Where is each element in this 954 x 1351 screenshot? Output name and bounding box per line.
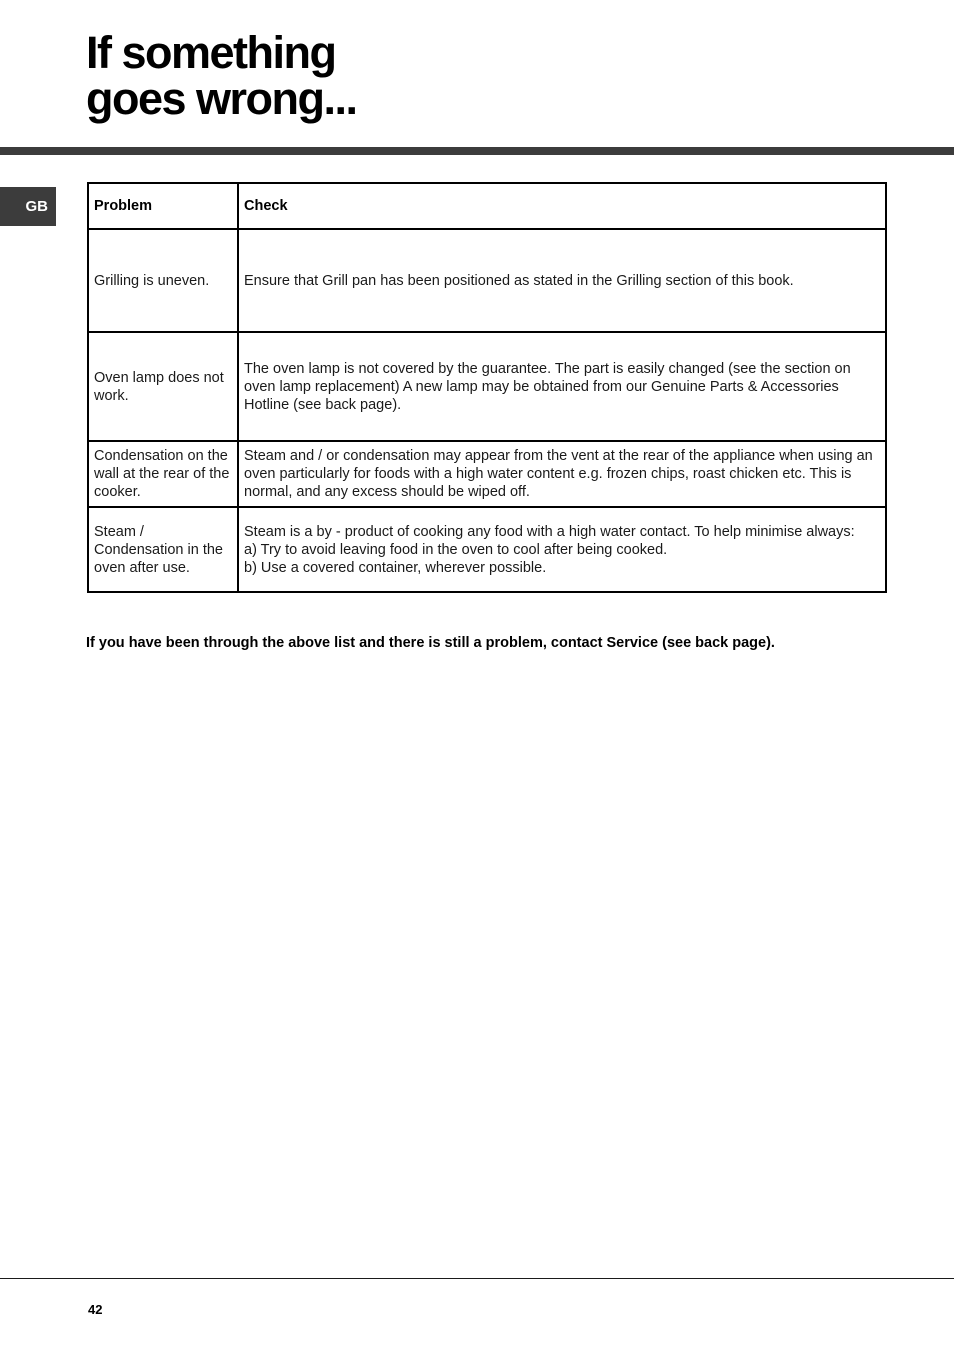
check-cell (238, 332, 886, 441)
footer-divider (0, 1278, 954, 1279)
check-text: The oven lamp is not covered by the guarantee. The part is easily changed (see the section on oven lamp replacement) A new lamp may be obtained from our Genuine Parts & Accessories Hotline (see back page). (244, 360, 851, 413)
check-cell (238, 229, 886, 332)
header-divider (0, 147, 954, 155)
header-problem: Problem (88, 183, 238, 229)
check-text: Steam and / or condensation may appear from the vent at the rear of the appliance when using an oven particularly for foods with a high water content e.g. frozen chips, roast chicken etc. This is normal, and any excess should be wiped off. (244, 448, 873, 500)
table-row (88, 441, 886, 507)
problem-cell: Grilling is uneven. (88, 229, 238, 332)
page-title (86, 27, 357, 124)
check-text-step-b: b) Use a covered container, wherever possible. (244, 559, 547, 576)
table-row (88, 507, 886, 592)
header-check: Check (238, 183, 886, 229)
table-row (88, 332, 886, 441)
check-text-step-a: a) Try to avoid leaving food in the oven to cool after being cooked. (244, 541, 668, 558)
table-header-row (88, 183, 886, 229)
problem-cell: Oven lamp does not work. (88, 332, 238, 441)
check-text: Ensure that Grill pan has been positioned as stated in the Grilling section of this book. (244, 272, 794, 289)
language-tab: GB (0, 187, 56, 226)
check-cell (238, 441, 886, 507)
service-footnote: If you have been through the above list and there is still a problem, contact Service (see back page). (86, 635, 775, 651)
page-title-line-2: goes wrong... (86, 73, 357, 124)
check-cell (238, 507, 886, 592)
check-text: Steam is a by - product of cooking any food with a high water contact. To help minimise always: (244, 523, 855, 540)
page-number: 42 (88, 1302, 103, 1317)
problem-cell: Steam / Condensation in the oven after use. (88, 507, 238, 592)
troubleshooting-table (87, 182, 887, 593)
problem-cell: Condensation on the wall at the rear of the cooker. (88, 441, 238, 507)
table-row (88, 229, 886, 332)
page-title-line-1: If something (86, 27, 336, 78)
